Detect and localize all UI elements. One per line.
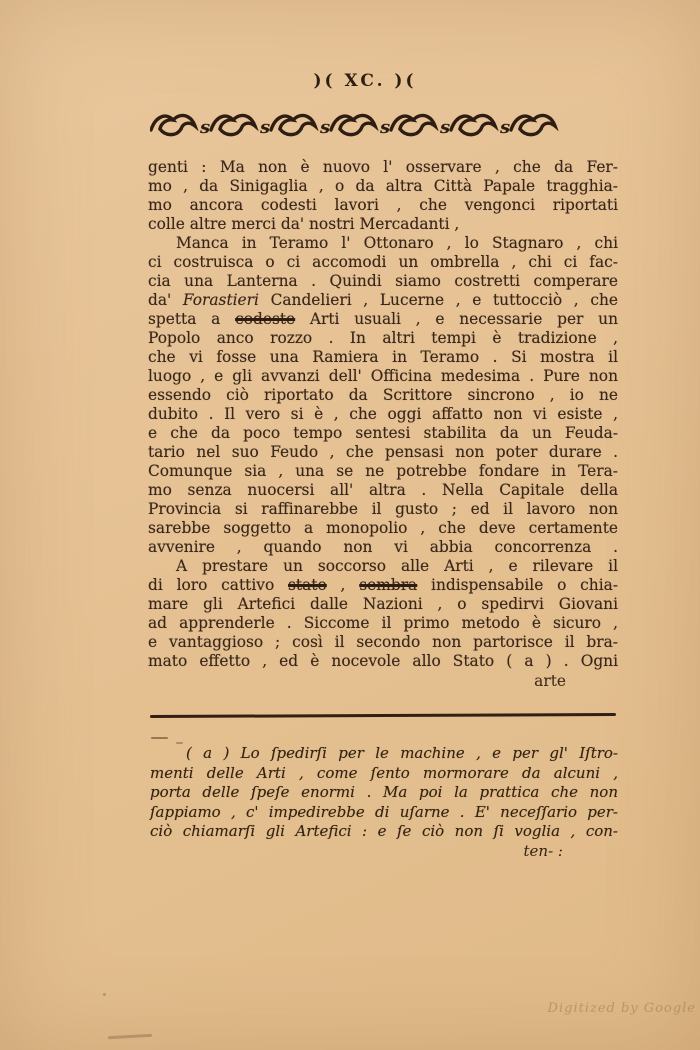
text-line: Manca in Teramo l' Ottonaro , lo Stagnaro , chi (176, 234, 618, 252)
text-line: Provincia si raffinarebbe il gusto ; ed il lavoro non (148, 500, 618, 518)
text-line: Comunque sia , una se ne potrebbe fondare in Tera- (148, 462, 618, 480)
footnote-lines (150, 744, 618, 842)
text-line: e che da poco tempo sentesi stabilita da un Feuda- (148, 424, 618, 442)
text-line: essendo ciò riportato da Scrittore sincrono , io ne (148, 386, 618, 404)
text-line: mo ancora codesti lavori , che vengonci riportati (148, 196, 618, 214)
text-line: e vantaggioso ; così il secondo non partorisce il bra- (148, 633, 618, 651)
text-line: genti : Ma non è nuovo l' osservare , che da Fer- (148, 158, 618, 176)
digitized-by-google-watermark: Digitized by Google (547, 1001, 696, 1016)
text-line: sarebbe soggetto a monopolio , che deve certamente (148, 519, 618, 537)
text-line: luogo , e gli avvanzi dell' Officina medesima . Pure non (148, 367, 618, 385)
footnote-line: porta delle ſpeſe enormi . Ma poi la prattica che non (150, 783, 618, 801)
text-line: ad apprenderle . Siccome il primo metodo è sicuro , (148, 614, 618, 632)
body-text (148, 158, 618, 671)
ink-speck (103, 993, 106, 996)
ink-smudge (108, 1034, 152, 1039)
text-line: colle altre merci da' nostri Mercadanti , (148, 215, 460, 233)
text-line: spetta a codeste Arti usuali , e necessarie per un (148, 310, 618, 328)
text-line: che vi fosse una Ramiera in Teramo . Si mostra il (148, 348, 618, 366)
catchword-main: arte (534, 672, 566, 690)
text-line: mare gli Artefici dalle Nazioni , o spedirvi Giovani (148, 595, 618, 613)
ornament-s-glyph: s (260, 117, 271, 138)
text-line: tario nel suo Feudo , che pensasi non poter durare . (148, 443, 618, 461)
text-line: ci costruisca o ci accomodi un ombrella , chi ci fac- (148, 253, 618, 271)
footnote-line: ſappiamo , c' impedirebbe di uſarne . E' neceſſario per- (150, 802, 618, 821)
footnote (150, 744, 618, 861)
paragraph (148, 234, 618, 557)
footnote-line: ( a ) Lo ſpedirſi per le machine , e per gl' Iſtro- (186, 744, 618, 762)
text-line: A prestare un soccorso alle Arti , e rilevare il (176, 557, 618, 575)
footnote-line: ciò chiamarſi gli Artefici : e ſe ciò non ſi voglia , con- (150, 822, 618, 840)
text-line: mo senza nuocersi all' altra . Nella Capitale della (148, 481, 618, 499)
floral-ornament-band (150, 109, 570, 141)
page-number-header: )( XC. )( (313, 71, 417, 91)
footnote-line: menti delle Arti , come ſento mormorare da alcuni , (150, 763, 618, 782)
floral-ornament-svg (150, 109, 570, 141)
ornament-s-glyph: s (500, 117, 511, 138)
text-line: di loro cattivo stato , sembra indispensabile o chia- (148, 576, 618, 594)
ornament-s-glyph: s (320, 117, 331, 138)
footnote-rule (150, 713, 616, 718)
paragraph (148, 158, 618, 234)
text-line: mato effetto , ed è nocevole allo Stato ( a ) . Ogni (148, 652, 618, 670)
text-line: avvenire , quando non vi abbia concorrenza . (148, 538, 618, 556)
text-line: da' Forastieri Candelieri , Lucerne , e tuttocciò , che (148, 291, 618, 309)
text-line: mo , da Sinigaglia , o da altra Città Papale tragghia- (148, 177, 618, 195)
catchword-footnote: ten- : (523, 841, 563, 860)
ink-smudge (151, 737, 168, 739)
ornament-s-glyph: s (440, 117, 451, 138)
ornament-s-glyph: s (380, 117, 391, 138)
ornament-s-glyph: s (200, 117, 211, 138)
text-line: Popolo anco rozzo . In altri tempi è tradizione , (148, 329, 618, 347)
text-line: cia una Lanterna . Quindi siamo costretti comperare (148, 272, 618, 290)
text-line: dubito . Il vero si è , che oggi affatto non vi esiste , (148, 405, 618, 423)
paragraph (148, 557, 618, 671)
